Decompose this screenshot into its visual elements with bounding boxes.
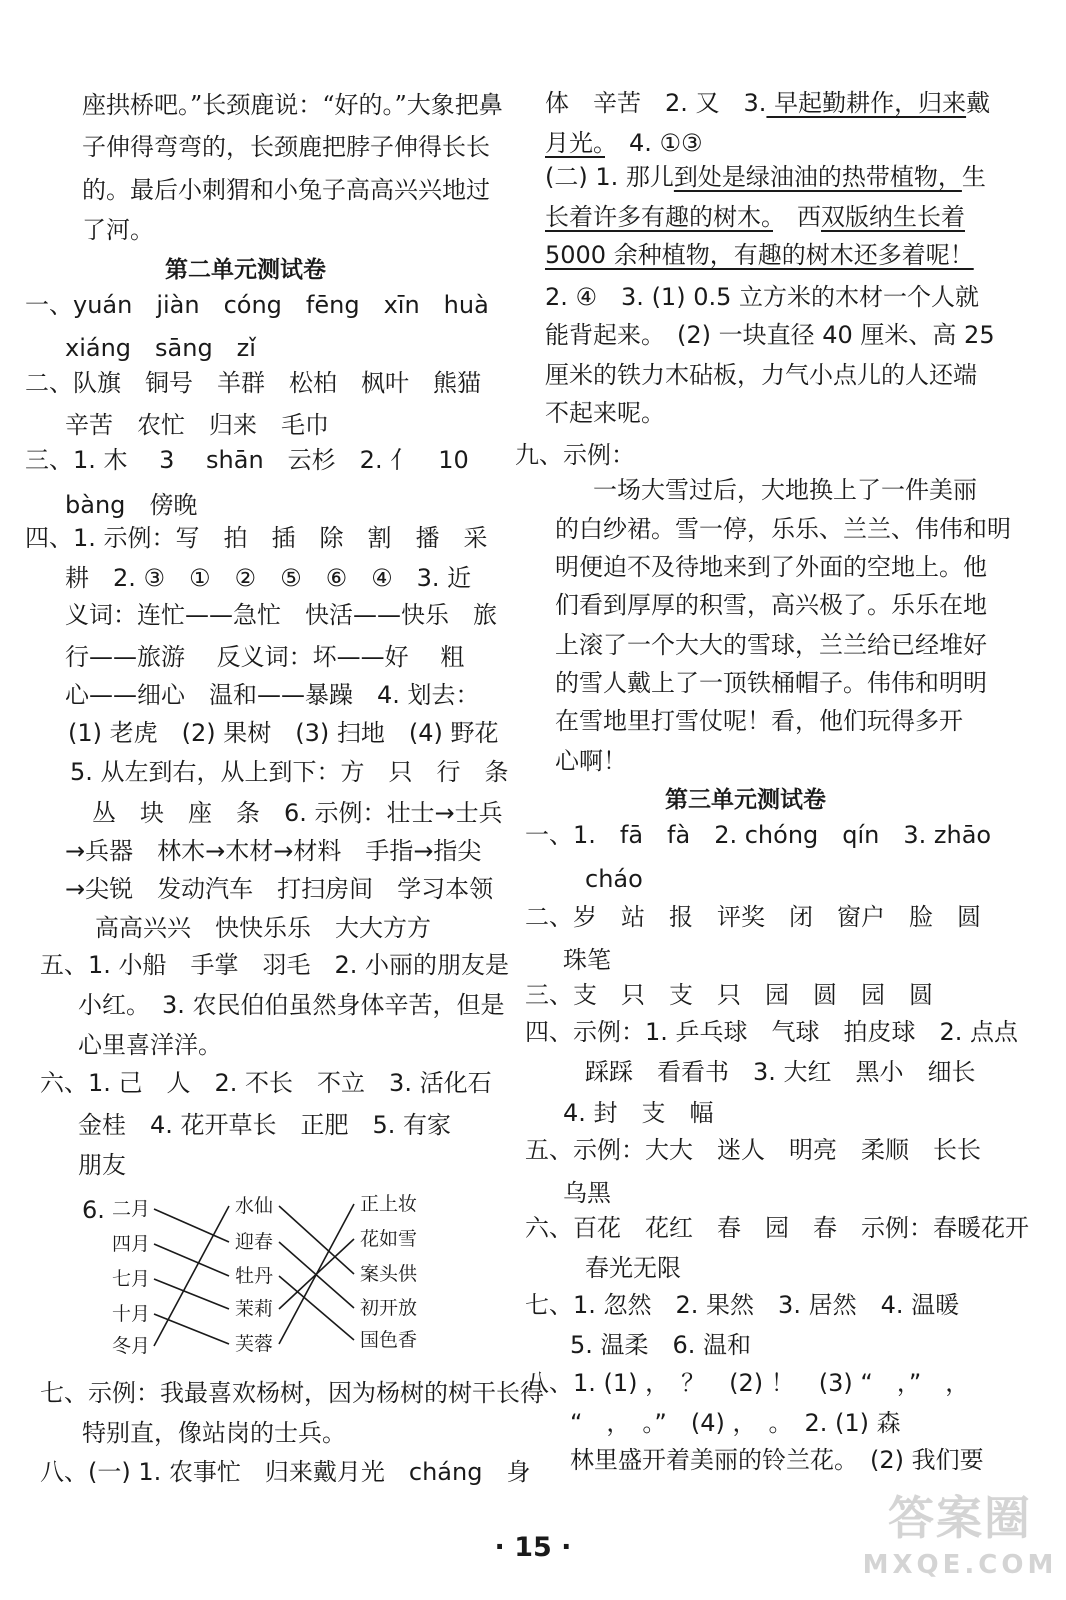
text-line: 心啊！: [555, 747, 627, 775]
flower-label: 迎春: [235, 1231, 274, 1253]
watermark-url: MXQE.COM: [862, 1550, 1058, 1580]
underlined-answer: 5000 余种植物，有趣的树木还多着呢！: [545, 241, 974, 269]
text-line: 一、1. fā fà 2. chóng qín 3. zhāo: [525, 821, 992, 849]
text-line: 义词：连忙——急忙 快活——快乐 旅: [65, 601, 497, 629]
text-line: 林里盛开着美丽的铃兰花。 (2) 我们要: [570, 1446, 984, 1474]
text-line: 心里喜洋洋。: [78, 1031, 222, 1059]
text-line: 踩踩 看看书 3. 大红 黑小 细长: [585, 1058, 976, 1086]
text-line: 长着许多有趣的树木。 西双版纳生长着: [545, 203, 965, 231]
text-line: 珠笔: [563, 946, 611, 974]
phrase-label: 初开放: [360, 1297, 418, 1319]
text-line: 三、1. 木 3 shān 云杉 2. 亻 10: [25, 446, 469, 474]
text-line: 朋友: [78, 1151, 126, 1179]
text-line: 4. 封 支 幅: [563, 1099, 714, 1127]
match-line: [279, 1206, 354, 1274]
text-line: 上滚了一个大大的雪球，兰兰给已经堆好: [555, 631, 987, 659]
text-line: (1) 老虎 (2) 果树 (3) 扫地 (4) 野花: [68, 719, 499, 747]
underlined-answer: 月光。: [545, 129, 605, 157]
phrase-label: 案头供: [360, 1263, 418, 1285]
text-line: [545, 240, 974, 270]
text-line: →兵器 林木→木材→材料 手指→指尖: [65, 837, 482, 865]
section-heading: 第三单元测试卷: [665, 787, 826, 813]
match-line: [279, 1204, 354, 1344]
text-line: 小红。 3. 农民伯伯虽然身体辛苦，但是: [78, 991, 505, 1019]
text-line: 五、示例：大大 迷人 明亮 柔顺 长长: [525, 1136, 981, 1164]
text-line: 七、示例：我最喜欢杨树，因为杨树的树干长得: [40, 1379, 544, 1407]
text-line: 春光无限: [585, 1254, 681, 1282]
section-heading: 第二单元测试卷: [165, 257, 326, 283]
flower-label: 茉莉: [235, 1298, 274, 1320]
underlined-answer: 早起勤耕作，归来: [766, 89, 967, 117]
text-line: 子伸得弯弯的，长颈鹿把脖子伸得长长: [82, 133, 490, 161]
text-line: 5. 温柔 6. 温和: [570, 1331, 752, 1359]
text-line: 的雪人戴上了一顶铁桶帽子。伟伟和明明: [555, 669, 987, 697]
text-line: 六、1. 己 人 2. 不长 不立 3. 活化石: [40, 1069, 492, 1097]
text-line: 了河。: [82, 216, 154, 244]
text-line: 一、yuán jiàn cóng fēng xīn huà: [25, 291, 489, 319]
underlined-answer: 双版纳生长着: [821, 203, 965, 231]
text-line: 月光。 4. ①③: [545, 129, 703, 157]
match-line: [154, 1314, 229, 1344]
text-line: (二) 1. 那儿到处是绿油油的热带植物，生: [545, 163, 986, 191]
flower-label: 水仙: [235, 1195, 274, 1217]
month-label: 七月: [112, 1268, 151, 1290]
text-line: 乌黑: [563, 1179, 611, 1207]
text-line: 二、岁 站 报 评奖 闭 窗户 脸 圆: [525, 903, 981, 931]
text-line: 能背起来。 (2) 一块直径 40 厘米、高 25: [545, 321, 995, 349]
text-line: 四、1. 示例：写 拍 插 除 割 播 采: [25, 524, 488, 552]
month-label: 二月: [112, 1198, 151, 1220]
text-line: 高高兴兴 快快乐乐 大大方方: [95, 914, 431, 942]
text-line: cháo: [585, 865, 643, 893]
text-line: 明便迫不及待地来到了外面的空地上。他: [555, 553, 987, 581]
text-line: 体 辛苦 2. 又 3. 早起勤耕作，归来戴: [545, 89, 991, 117]
text-line: bàng 傍晚: [65, 491, 198, 519]
text-line: 八、(一) 1. 农事忙 归来戴月光 cháng 身: [40, 1458, 531, 1486]
text-line: →尖锐 发动汽车 打扫房间 学习本领: [65, 875, 494, 903]
text-line: 二、队旗 铜号 羊群 松柏 枫叶 熊猫: [25, 369, 481, 397]
month-label: 冬月: [112, 1335, 151, 1357]
text-line: 六、百花 花红 春 园 春 示例：春暖花开: [525, 1214, 1029, 1242]
watermark-text: 答案圈: [888, 1491, 1032, 1545]
text-line: 丛 块 座 条 6. 示例：壮士→士兵: [92, 799, 503, 827]
text-line: 特别直，像站岗的士兵。: [82, 1419, 346, 1447]
text-line: 金桂 4. 花开草长 正肥 5. 有家: [78, 1111, 452, 1139]
text-line: 在雪地里打雪仗呢！看，他们玩得多开: [555, 707, 963, 735]
text-line: 四、示例：1. 乒乓球 气球 拍皮球 2. 点点: [525, 1018, 1019, 1046]
text-line: 一场大雪过后，大地换上了一件美丽: [545, 476, 977, 504]
underlined-answer: 长着许多有趣的树木。: [545, 203, 773, 231]
page-number: · 15 ·: [494, 1532, 572, 1563]
text-line: 三、支 只 支 只 园 圆 园 圆: [525, 981, 933, 1009]
flower-label: 牡丹: [235, 1265, 274, 1287]
text-line: 2. ④ 3. (1) 0.5 立方米的木材一个人就: [545, 283, 979, 311]
text-line: 九、示例：: [515, 441, 635, 469]
text-line: 6.: [82, 1196, 105, 1224]
phrase-label: 正上妆: [360, 1193, 418, 1215]
underlined-answer: 到处是绿油油的热带植物，: [673, 163, 962, 191]
text-line: 的。最后小刺猬和小兔子高高兴兴地过: [82, 176, 490, 204]
text-line: xiáng sāng zǐ: [65, 334, 256, 362]
month-label: 十月: [112, 1303, 151, 1325]
matching-exercise: [0, 0, 520, 1400]
phrase-label: 花如雪: [360, 1228, 418, 1250]
text-line: 心——细心 温和——暴躁 4. 划去：: [65, 681, 480, 709]
text-line: 厘米的铁力木砧板，力气小点儿的人还端: [545, 361, 977, 389]
text-line: “ ， 。” (4) ， 。 2. (1) 森: [570, 1409, 901, 1437]
match-line: [154, 1279, 229, 1309]
text-line: 辛苦 农忙 归来 毛巾: [65, 411, 329, 439]
match-line: [279, 1276, 354, 1340]
month-label: 四月: [112, 1233, 151, 1255]
match-line: [154, 1206, 229, 1346]
flower-label: 芙蓉: [235, 1333, 274, 1355]
watermark-logo: [860, 1488, 1060, 1598]
text-line: 七、1. 忽然 2. 果然 3. 居然 4. 温暖: [525, 1291, 960, 1319]
text-line: 们看到厚厚的积雪，高兴极了。乐乐在地: [555, 591, 987, 619]
text-line: 5. 从左到右，从上到下：方 只 行 条: [70, 758, 509, 786]
text-line: 座拱桥吧。”长颈鹿说：“好的。”大象把鼻: [82, 91, 503, 119]
text-line: 八、1. (1) ， ？ (2) ！ (3) “ ，” ，: [525, 1369, 970, 1397]
match-line: [154, 1244, 229, 1276]
text-line: 的白纱裙。雪一停，乐乐、兰兰、伟伟和明: [555, 515, 1011, 543]
text-line: 行——旅游 反义词：坏——好 粗: [65, 643, 465, 671]
text-line: 不起来呢。: [545, 399, 665, 427]
text-line: 耕 2. ③ ① ② ⑤ ⑥ ④ 3. 近: [65, 564, 472, 592]
text-line: 五、1. 小船 手掌 羽毛 2. 小丽的朋友是: [40, 951, 510, 979]
phrase-label: 国色香: [360, 1329, 418, 1351]
